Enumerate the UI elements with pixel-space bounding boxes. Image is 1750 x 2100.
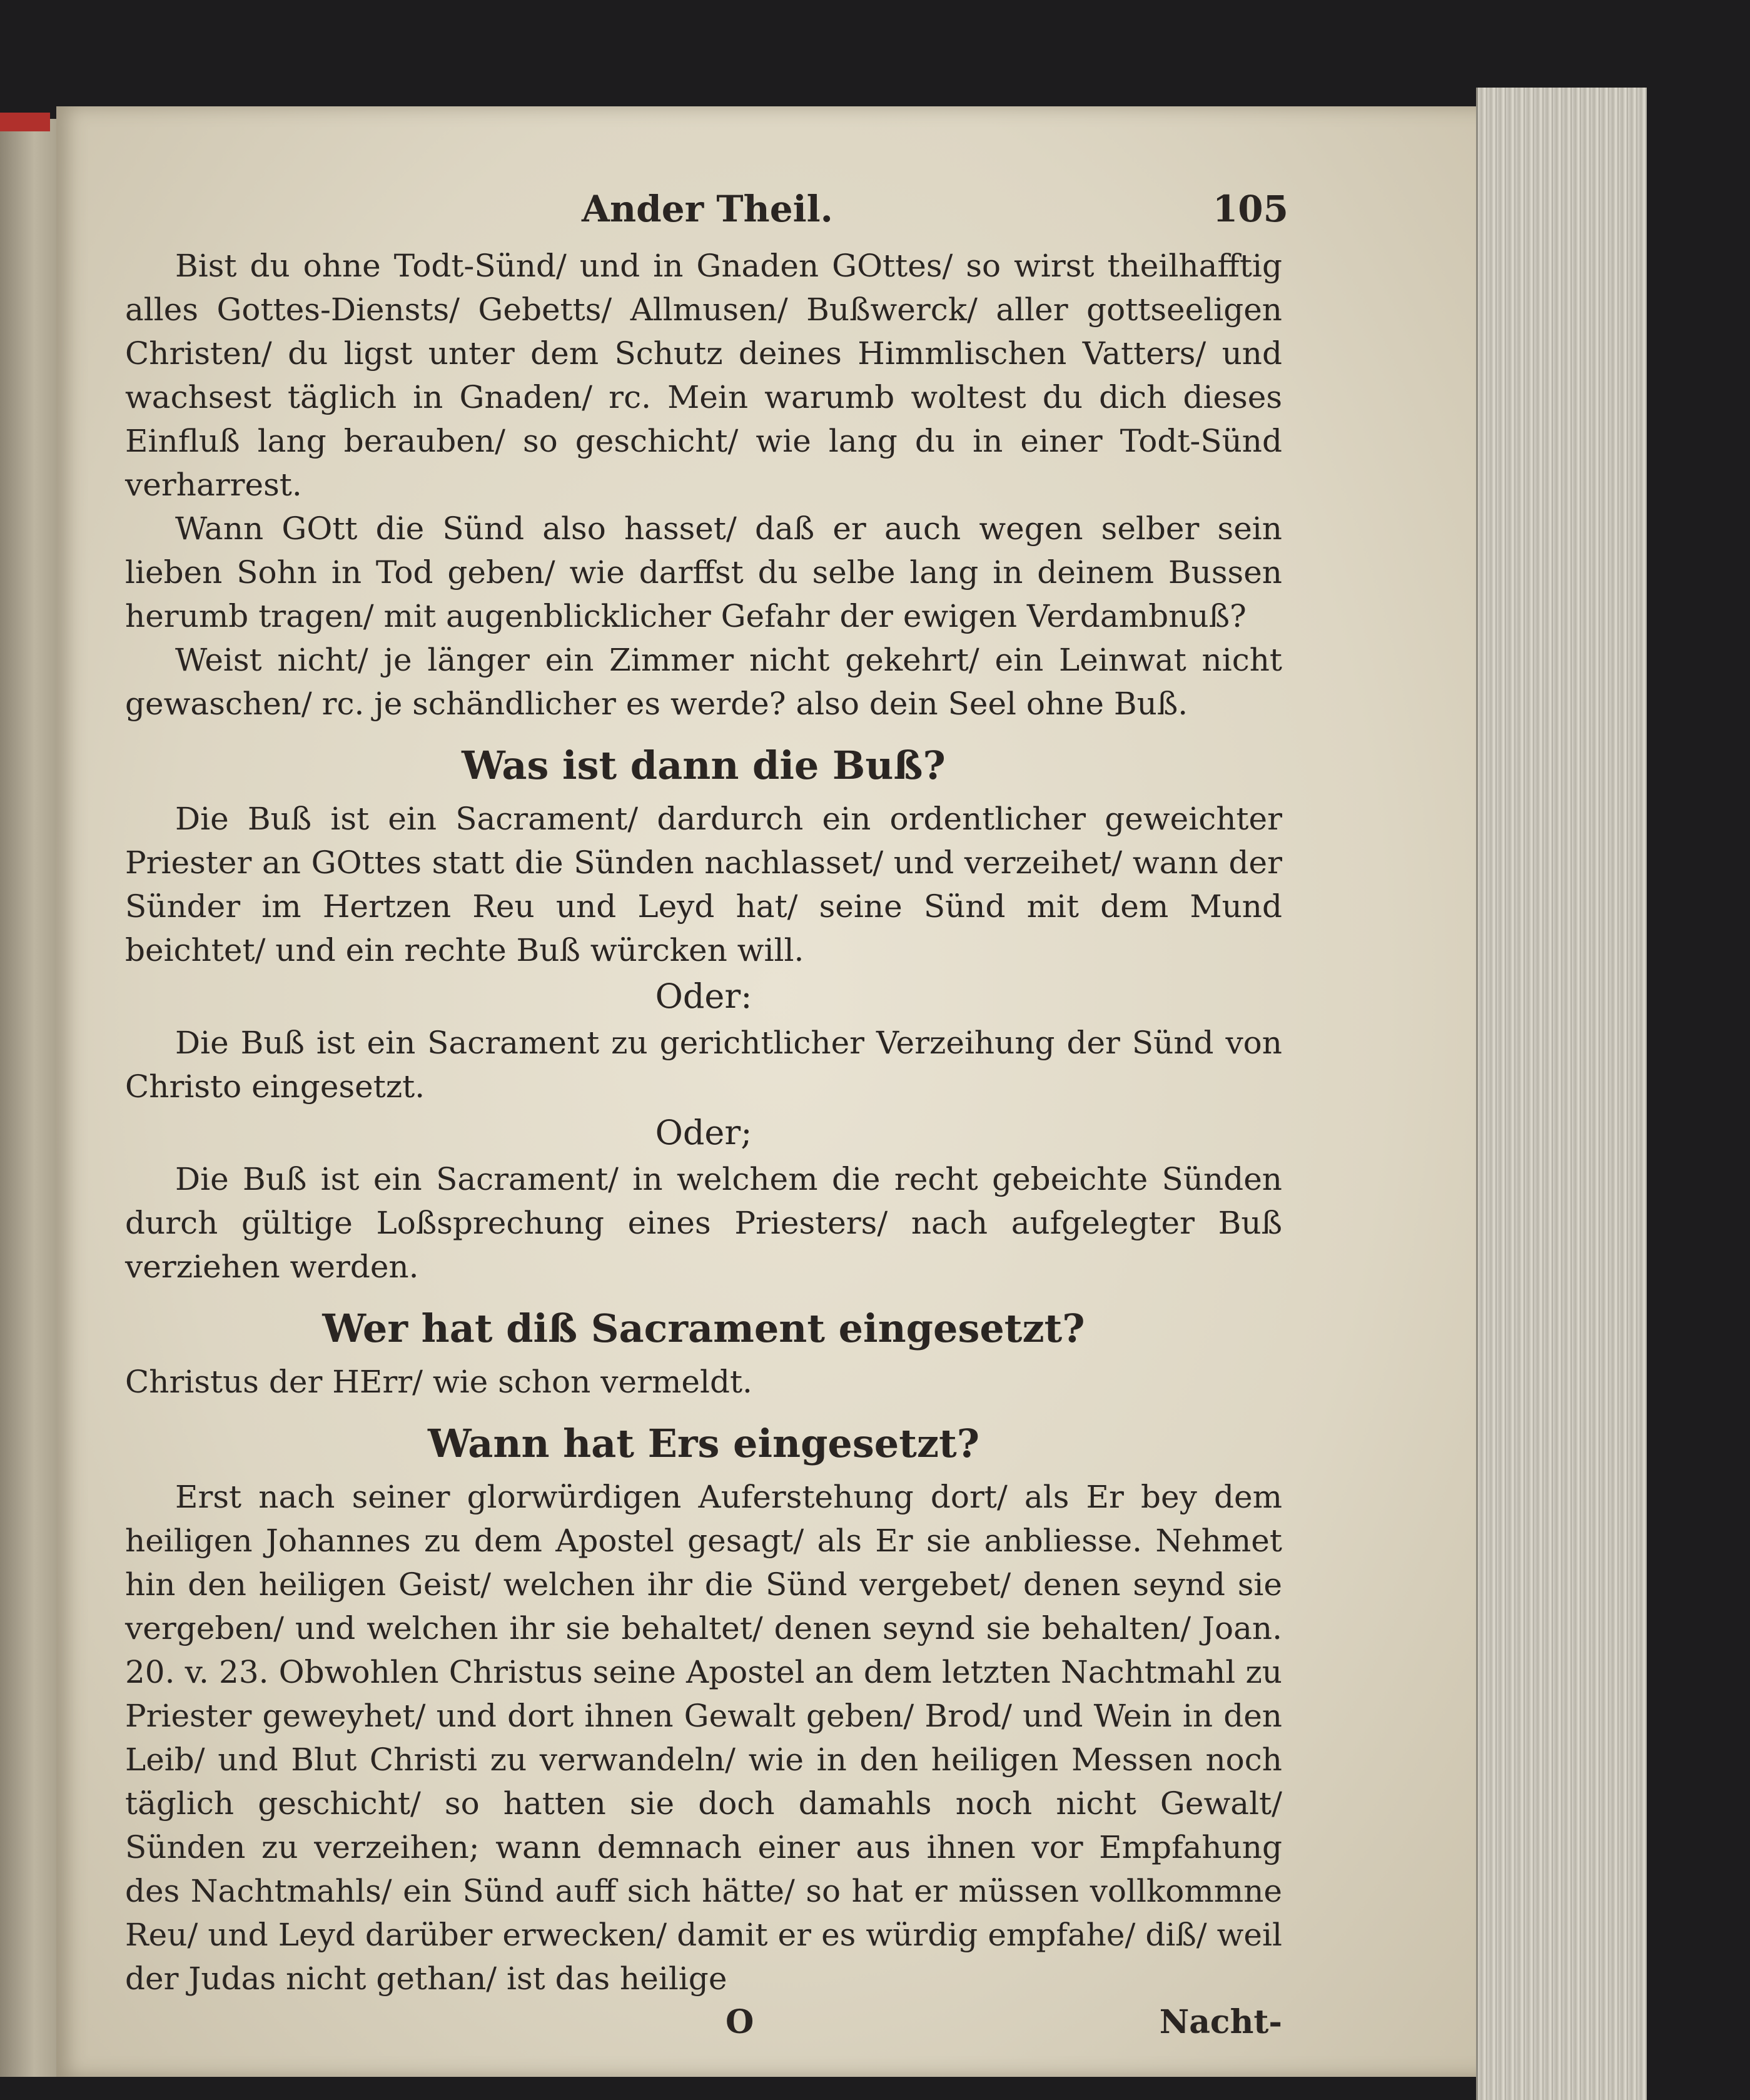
- oder-heading: Oder;: [655, 1113, 752, 1152]
- question-heading: Wer hat diß Sacrament eingesetzt?: [322, 1306, 1085, 1351]
- running-head: Ander Theil.: [582, 188, 833, 230]
- page-number: 105: [1212, 188, 1288, 230]
- red-edge-marker: [0, 113, 50, 131]
- paragraph: Die Buß ist ein Sacrament/ dardurch ein ordentlicher geweichter Priester an GOttes statt die Sünden nachlasset/ und verzeihet/ wann der Sünder im Hertzen Reu und Leyd hat/ seine Sünd mit dem Mund beichtet/ und ein rechte Buß würcken will.: [125, 801, 1282, 968]
- paragraph: Wann GOtt die Sünd also hasset/ daß er auch wegen selber sein lieben Sohn in Tod geben/ wie darffst du selbe lang in deinem Bussen herumb tragen/ mit augenblicklicher Gefahr der ewigen Verdambnuß?: [125, 510, 1282, 634]
- paragraph: Erst nach seiner glorwürdigen Auferstehung dort/ als Er bey dem heiligen Johannes zu dem Apostel gesagt/ als Er sie anbliesse. Nehmet hin den heiligen Geist/ welchen ihr die Sünd vergebet/ denen seynd sie vergeben/ und welchen ihr sie behaltet/ denen seynd sie behalten/ Joan. 20. v. 23. Obwohlen Christus seine Apostel an dem letzten Nachtmahl zu Priester geweyhet/ und dort ihnen Gewalt geben/ Brod/ und Wein in den Leib/ und Blut Christi zu verwandeln/ wie in den heiligen Messen noch täglich geschicht/ so hatten sie doch damahls noch nicht Gewalt/ Sünden zu verzeihen; wann demnach einer aus ihnen vor Empfahung des Nachtmahls/ ein Sünd auff sich hätte/ so hat er müssen vollkommne Reu/ und Leyd darüber erwecken/ damit er es würdig empfahe/ diß/ weil der Judas nicht gethan/ ist das heilige: [125, 1479, 1282, 1997]
- answer-line: Christus der HErr/ wie schon vermeldt.: [125, 1364, 752, 1400]
- page-footer: [125, 2003, 1282, 2047]
- signature-mark: O: [726, 2003, 754, 2041]
- oder-heading: Oder:: [655, 976, 752, 1016]
- catchword: Nacht-: [1159, 2003, 1282, 2041]
- paragraph: Weist nicht/ je länger ein Zimmer nicht gekehrt/ ein Leinwat nicht gewaschen/ rc. je schändlicher es werde? also dein Seel ohne Buß.: [125, 642, 1282, 722]
- paragraph: Die Buß ist ein Sacrament/ in welchem die recht gebeichte Sünden durch gültige Loßsprechung eines Priesters/ nach aufgelegter Buß verziehen werden.: [125, 1161, 1282, 1285]
- paragraph: Die Buß ist ein Sacrament zu gerichtlicher Verzeihung der Sünd von Christo eingesetzt.: [125, 1025, 1282, 1105]
- question-heading: Was ist dann die Buß?: [462, 743, 946, 788]
- page-text: [125, 188, 1288, 2047]
- page-header: [125, 188, 1288, 244]
- question-heading: Wann hat Ers eingesetzt?: [427, 1421, 980, 1466]
- paragraph: Bist du ohne Todt-Sünd/ und in Gnaden GOttes/ so wirst theilhafftig alles Gottes-Diensts/ Gebetts/ Allmusen/ Bußwerck/ aller gottseeligen Christen/ du ligst unter dem Schutz deines Himmlischen Vatters/ und wachsest täglich in Gnaden/ rc. Mein warumb woltest du dich dieses Einfluß lang berauben/ so geschicht/ wie lang du in einer Todt-Sünd verharrest.: [125, 248, 1282, 503]
- left-page-edge: [0, 119, 63, 2077]
- page-block-edge: [1476, 88, 1647, 2100]
